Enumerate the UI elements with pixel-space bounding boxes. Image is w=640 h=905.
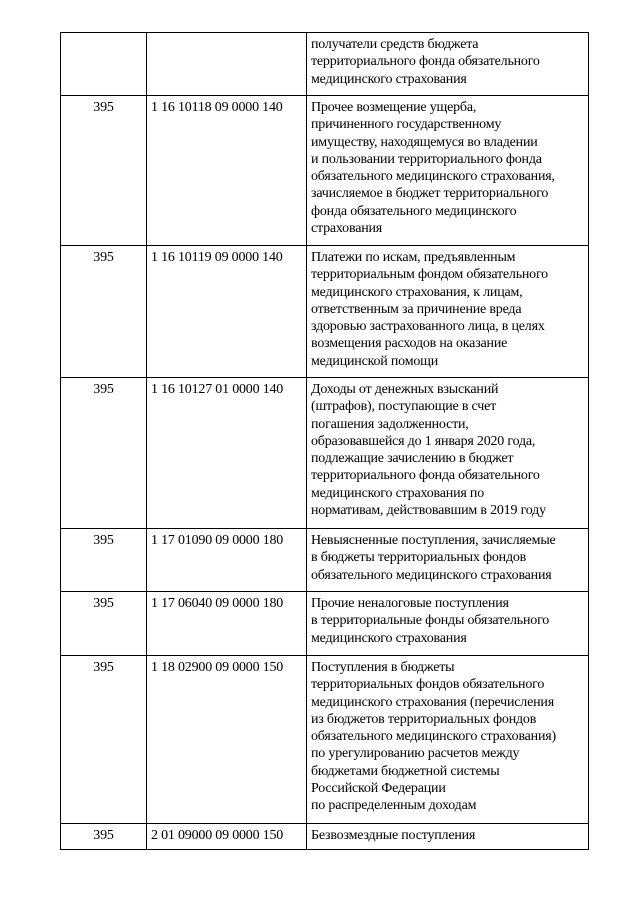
budget-code-cell: 1 16 10119 09 0000 140 (147, 246, 307, 378)
income-name-cell: Поступления в бюджеты территориальных фондов обязательного медицинского страхования (перечисления из бюджетов территориальных фондов обязательного медицинского страхования) по урегулированию расчетов между бюджетами бюджетной системы Российской Федерации по распределенным доходам (307, 656, 589, 824)
income-name-cell: Безвозмездные поступления (307, 824, 589, 850)
income-name-cell: получатели средств бюджета территориального фонда обязательного медицинского страхования (307, 33, 589, 96)
income-name-cell: Платежи по искам, предъявленным территориальным фондом обязательного медицинского страхования, к лицам, ответственным за причинение вреда здоровью застрахованного лица, в целях возмещения расходов на оказание медицинской помощи (307, 246, 589, 378)
admin-code-cell: 395 (61, 529, 147, 592)
table-row (61, 246, 589, 378)
table-row (61, 656, 589, 824)
income-name-cell: Невыясненные поступления, зачисляемые в бюджеты территориальных фондов обязательного медицинского страхования (307, 529, 589, 592)
income-name-cell: Прочие неналоговые поступления в территориальные фонды обязательного медицинского страхования (307, 592, 589, 656)
table-row (61, 96, 589, 246)
admin-code-cell: 395 (61, 824, 147, 850)
budget-code-cell: 1 16 10118 09 0000 140 (147, 96, 307, 246)
budget-code-cell: 2 01 09000 09 0000 150 (147, 824, 307, 850)
table-row (61, 378, 589, 529)
budget-code-cell: 1 18 02900 09 0000 150 (147, 656, 307, 824)
table-row (61, 529, 589, 592)
admin-code-cell: 395 (61, 592, 147, 656)
admin-code-cell: 395 (61, 96, 147, 246)
budget-code-cell: 1 17 06040 09 0000 180 (147, 592, 307, 656)
admin-code-cell: 395 (61, 378, 147, 529)
table-row (61, 592, 589, 656)
income-name-cell: Прочее возмещение ущерба, причиненного государственному имуществу, находящемуся во владении и пользовании территориального фонда обязательного медицинского страхования, зачисляемое в бюджет территориального фонда обязательного медицинского страхования (307, 96, 589, 246)
income-name-cell: Доходы от денежных взысканий (штрафов), поступающие в счет погашения задолженности, образовавшейся до 1 января 2020 года, подлежащие зачислению в бюджет территориального фонда обязательного медицинского страхования по нормативам, действовавшим в 2019 году (307, 378, 589, 529)
revenue-codes-table (60, 32, 589, 850)
table-row (61, 33, 589, 96)
budget-code-cell: 1 16 10127 01 0000 140 (147, 378, 307, 529)
admin-code-cell: 395 (61, 656, 147, 824)
budget-code-cell: 1 17 01090 09 0000 180 (147, 529, 307, 592)
admin-code-cell (61, 33, 147, 96)
admin-code-cell: 395 (61, 246, 147, 378)
table-row (61, 824, 589, 850)
budget-code-cell (147, 33, 307, 96)
